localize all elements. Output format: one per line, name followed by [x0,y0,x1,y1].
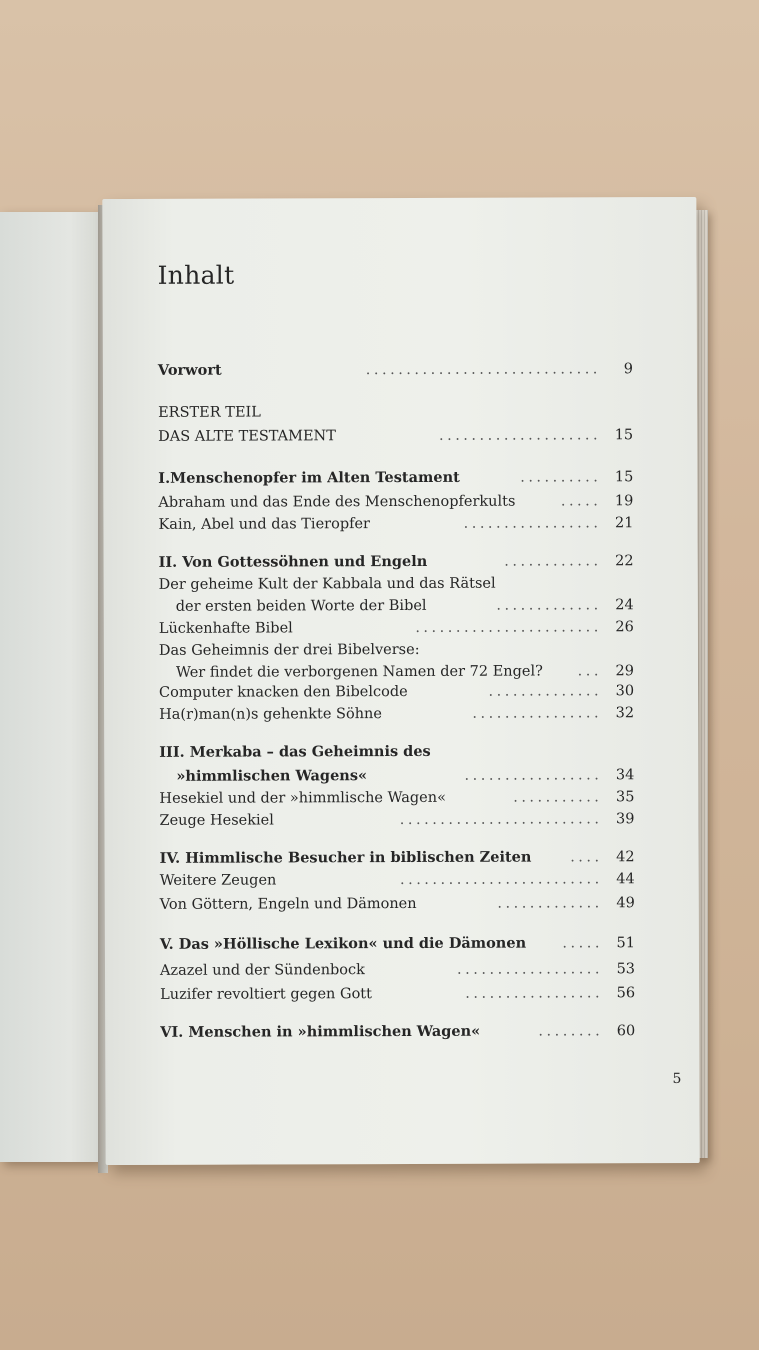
toc-entry [159,739,634,765]
toc-entry-page: 30 [615,683,635,700]
toc-dot-leader: .......... [520,469,602,486]
toc-entry [160,931,635,957]
toc-entry-title: Lückenhafte Bibel [158,620,293,637]
toc-entry-page: 42 [616,849,635,866]
toc-entry-title: Luzifer revoltiert gegen Gott [160,986,372,1003]
toc-dot-leader: ..... [560,493,602,510]
toc-entry-title: Der geheime Kult der Kabbala und das Rätsel [158,575,496,593]
toc-entry-page: 60 [616,1023,636,1040]
toc-entry-page: 21 [614,515,634,532]
toc-dot-leader: ........ [538,1023,604,1040]
toc-entry-page: 22 [615,553,634,570]
toc-dot-leader: .................... [438,427,602,444]
toc-dot-leader: ............................. [365,361,601,379]
toc-entry-page: 24 [615,597,634,614]
toc-dot-leader: ................. [465,985,604,1002]
toc-entry-title: Von Göttern, Engeln und Dämonen [159,895,417,913]
toc-entry [160,891,635,917]
page-title: Inhalt [157,260,235,290]
toc-entry [159,807,634,833]
toc-entry [158,465,633,491]
toc-entry [160,867,635,893]
toc-entry-title: Zeuge Hesekiel [159,812,274,829]
toc-dot-leader: ....................... [415,619,602,636]
toc-entry-title: Azazel und der Sündenbock [159,962,365,979]
toc-entry-title: Vorwort [157,361,222,379]
toc-entry-title: III. Merkaba – das Geheimnis des [159,742,431,761]
toc-dot-leader: ......................... [399,811,603,829]
toc-entry-page: 9 [623,361,633,378]
toc-entry-page: 49 [616,895,635,912]
toc-entry-title: »himmlischen Wagens« [176,767,368,785]
toc-entry-title: VI. Menschen in »himmlischen Wagen« [160,1022,481,1041]
toc-entry-page: 15 [614,427,634,444]
toc-entry-page: 35 [615,789,635,806]
toc-entry-page: 15 [614,469,634,486]
toc-entry-title: IV. Himmlische Besucher in biblischen Zeiten [159,848,532,867]
toc-entry-page: 53 [616,961,636,978]
toc-entry [159,701,634,727]
toc-dot-leader: .................. [457,961,604,978]
toc-entry-title: Hesekiel und der »himmlische Wagen« [159,789,446,807]
toc-entry-page: 34 [615,767,635,784]
toc-entry-page: 39 [616,811,635,828]
toc-entry-page: 56 [616,985,636,1002]
toc-entry [158,399,633,425]
toc-entry-page: 51 [616,935,635,952]
toc-entry [158,511,633,537]
toc-entry-page: 19 [614,493,634,510]
toc-dot-leader: ................. [463,515,602,532]
toc-entry-title: II. Von Gottessöhnen und Engeln [158,552,428,571]
toc-content [157,197,636,1041]
toc-dot-leader: ............ [504,553,602,570]
toc-entry-title: Computer knacken den Bibelcode [159,683,408,701]
toc-entry-page: 32 [615,705,635,722]
toc-entry-title: Abraham und das Ende des Menschenopferkults [158,493,516,511]
toc-dot-leader: ............. [496,597,602,614]
toc-entry [158,423,633,449]
toc-entry-title: Weitere Zeugen [159,872,277,889]
toc-dot-leader: .............. [488,683,603,700]
right-page [102,197,699,1165]
toc-dot-leader: ............. [497,895,603,912]
toc-entry-title: DAS ALTE TESTAMENT [158,428,336,445]
toc-entry-title: V. Das »Höllische Lexikon« und die Dämonen [159,934,527,953]
left-page [0,212,100,1162]
toc-dot-leader: ......................... [399,871,603,889]
toc-dot-leader: .... [570,849,603,866]
toc-dot-leader: ................ [472,705,603,722]
toc-dot-leader: ..... [562,935,603,952]
toc-entry-page: 29 [615,663,634,680]
toc-dot-leader: ........... [513,789,603,806]
toc-dot-leader: ................. [464,767,603,784]
toc-entry-title: Wer findet die verborgenen Namen der 72 Engel? [175,663,543,681]
toc-entry [158,357,633,383]
toc-entry-title: der ersten beiden Worte der Bibel [175,597,427,615]
toc-entry [160,1019,635,1045]
toc-entry-title: Das Geheimnis der drei Bibelverse: [158,641,420,659]
toc-dot-leader: ... [577,663,602,680]
toc-entry-title: I.Menschenopfer im Alten Testament [158,468,460,487]
toc-entry [160,981,635,1007]
page-number: 5 [672,1071,682,1088]
toc-entry-title: Kain, Abel und das Tieropfer [158,516,370,533]
toc-entry-title: Ha(r)man(n)s gehenkte Söhne [159,706,382,723]
toc-entry [160,957,635,983]
toc-entry-title: ERSTER TEIL [158,404,261,421]
toc-entry-page: 44 [616,871,635,888]
toc-entry-page: 26 [615,619,634,636]
